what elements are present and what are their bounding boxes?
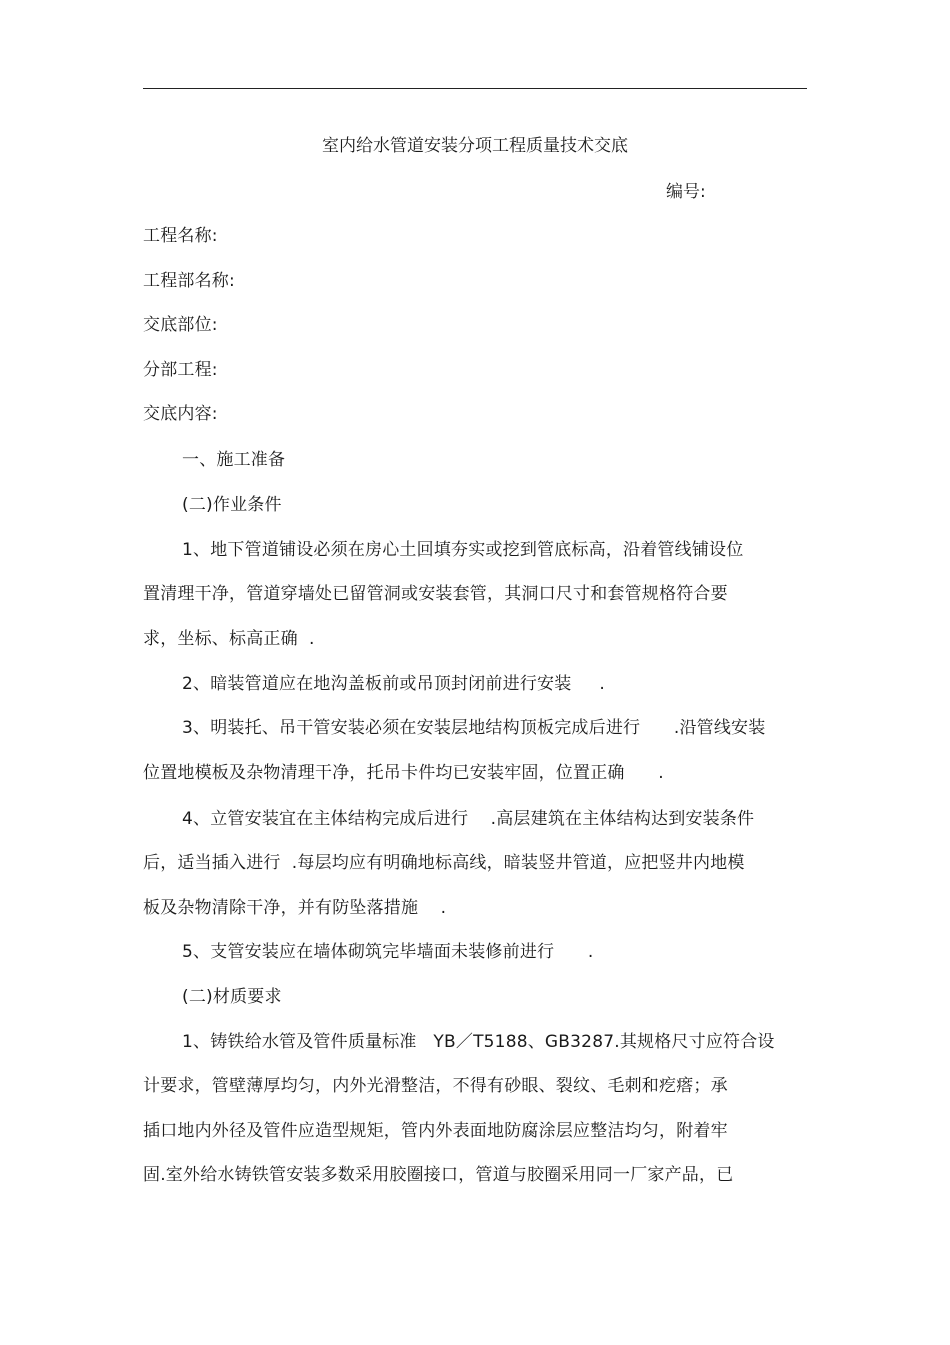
body-line: 求，坐标、标高正确 . <box>143 629 315 649</box>
field-sub-project: 分部工程: <box>143 360 218 380</box>
body-line: 计要求，管壁薄厚均匀，内外光滑整洁，不得有砂眼、裂纹、毛刺和疙瘩；承 <box>143 1076 728 1096</box>
body-line: 2、暗装管道应在地沟盖板前或吊顶封闭前进行安装 . <box>182 674 606 694</box>
subsection-heading: (二)作业条件 <box>182 495 282 515</box>
body-line: 5、支管安装应在墙体砌筑完毕墙面未装修前进行 . <box>182 942 594 962</box>
field-department-name: 工程部名称: <box>143 271 235 291</box>
body-line: 4、立管安装宜在主体结构完成后进行 .高层建筑在主体结构达到安装条件 <box>182 809 755 829</box>
subsection-heading: (二)材质要求 <box>182 987 282 1007</box>
document-title: 室内给水管道安装分项工程质量技术交底 <box>322 136 628 156</box>
body-line: 位置地模板及杂物清理干净，托吊卡件均已安装牢固，位置正确 . <box>143 763 664 783</box>
body-line: 1、地下管道铺设必须在房心土回填夯实或挖到管底标高，沿着管线铺设位 <box>182 540 744 560</box>
body-line: 3、明装托、吊干管安装必须在安装层地结构顶板完成后进行 .沿管线安装 <box>182 718 766 738</box>
field-project-name: 工程名称: <box>143 226 218 246</box>
header-rule <box>143 88 807 89</box>
body-line: 后，适当插入进行 .每层均应有明确地标高线，暗装竖井管道，应把竖井内地模 <box>143 853 745 873</box>
body-line: 固.室外给水铸铁管安装多数采用胶圈接口，管道与胶圈采用同一厂家产品，已 <box>143 1165 734 1185</box>
document-number-label: 编号: <box>666 182 706 202</box>
field-briefing-content: 交底内容: <box>143 404 218 424</box>
body-line: 插口地内外径及管件应造型规矩，管内外表面地防腐涂层应整洁均匀，附着牢 <box>143 1121 728 1141</box>
body-line: 1、铸铁给水管及管件质量标准 YB／T5188、GB3287.其规格尺寸应符合设 <box>182 1032 775 1052</box>
body-line: 置清理干净，管道穿墙处已留管洞或安装套管，其洞口尺寸和套管规格符合要 <box>143 584 728 604</box>
body-line: 板及杂物清除干净，并有防坠落措施 . <box>143 898 447 918</box>
section-heading: 一、施工准备 <box>182 450 286 470</box>
field-briefing-location: 交底部位: <box>143 315 218 335</box>
